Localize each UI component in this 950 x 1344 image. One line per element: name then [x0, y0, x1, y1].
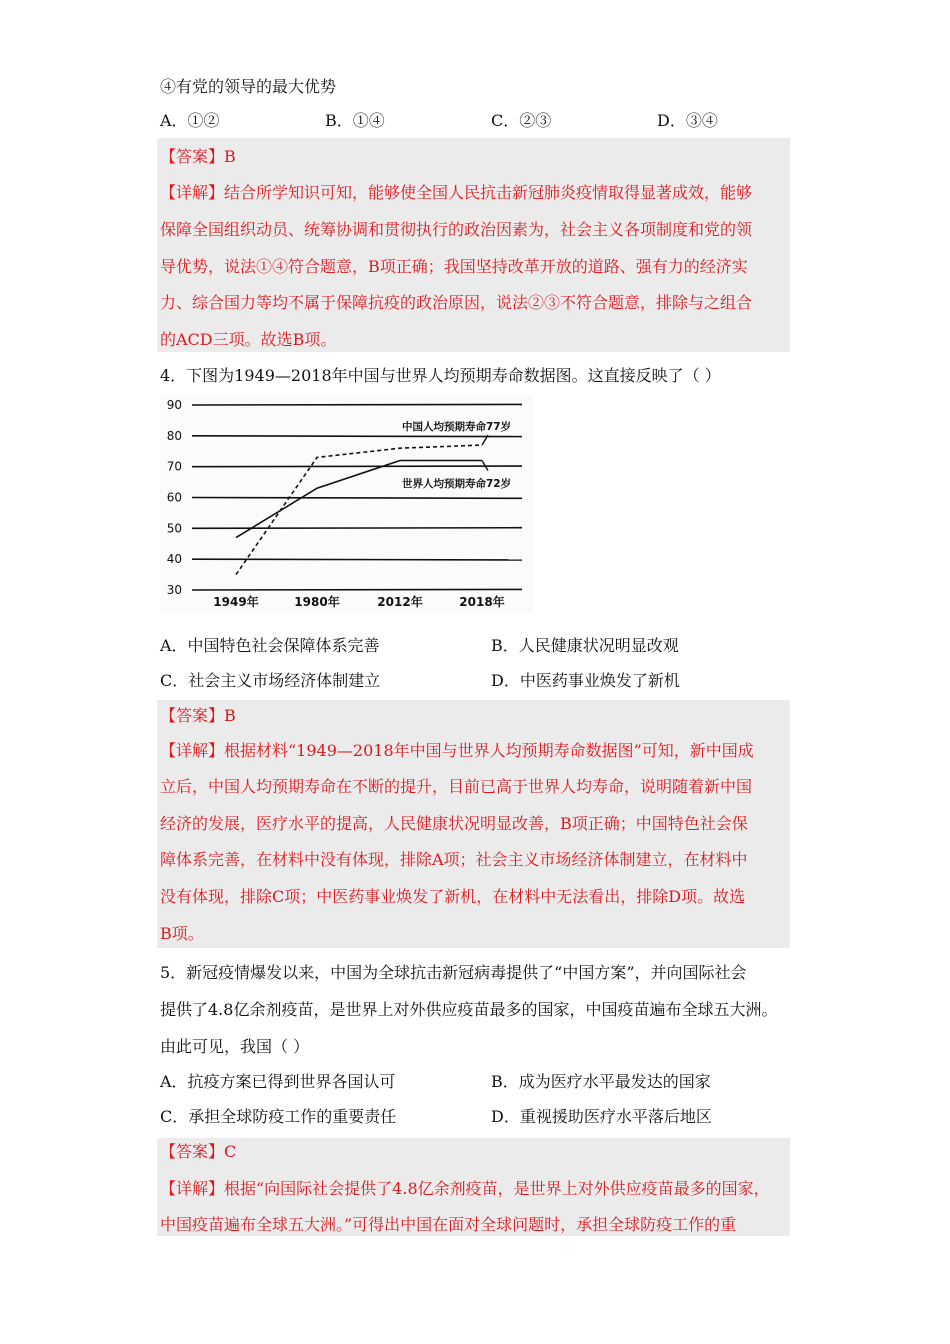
life-expectancy-chart	[160, 394, 534, 614]
gridline	[192, 528, 522, 529]
q4-detail-line: 障体系完善，在材料中没有体现，排除A项；社会主义市场经济体制建立，在材料中	[160, 850, 748, 869]
q4-option-c[interactable]: C．社会主义市场经济体制建立	[160, 671, 381, 690]
q4-detail-line: B项。	[160, 924, 204, 943]
q3-detail-line: 保障全国组织动员、统筹协调和贯彻执行的政治因素为，社会主义各项制度和党的领	[160, 220, 753, 239]
q5-option-a[interactable]: A．抗疫方案已得到世界各国认可	[160, 1072, 396, 1091]
gridline	[192, 559, 522, 560]
q3-detail-line: 【详解】结合所学知识可知，能够使全国人民抗击新冠肺炎疫情取得显著成效，能够	[160, 183, 753, 202]
x-tick-label: 2018年	[459, 595, 505, 609]
q5-answer: 【答案】C	[160, 1142, 237, 1161]
q4-stem: 4．下图为1949—2018年中国与世界人均预期寿命数据图。这直接反映了（ ）	[160, 366, 721, 385]
q4-option-b[interactable]: B．人民健康状况明显改观	[491, 636, 679, 655]
q3-detail-line: 力、综合国力等均不属于保障抗疫的政治原因，说法②③不符合题意，排除与之组合	[160, 293, 753, 312]
q4-detail-line: 经济的发展，医疗水平的提高，人民健康状况明显改善，B项正确；中国特色社会保	[160, 814, 748, 833]
q4-answer-box	[157, 700, 790, 948]
q5-stem-line: 5．新冠疫情爆发以来，中国为全球抗击新冠病毒提供了“中国方案”，并向国际社会	[160, 963, 747, 982]
q5-answer-box	[157, 1138, 790, 1236]
q4-detail-line: 没有体现，排除C项；中医药事业焕发了新机，在材料中无法看出，排除D项。故选	[160, 887, 746, 906]
q3-answer: 【答案】B	[160, 147, 236, 166]
y-tick-label: 80	[166, 428, 182, 443]
q5-stem-line: 提供了4.8亿余剂疫苗，是世界上对外供应疫苗最多的国家，中国疫苗遍布全球五大洲。	[160, 1000, 778, 1019]
y-tick-label: 90	[166, 398, 182, 412]
q3-detail-line: 的ACD三项。故选B项。	[160, 330, 337, 349]
series-label-china: 中国人均预期寿命77岁	[402, 421, 512, 433]
q5-stem-line: 由此可见，我国（ ）	[160, 1037, 310, 1056]
q3-option-d[interactable]: D．③④	[657, 111, 718, 130]
gridline	[192, 466, 522, 467]
q3-detail-line: 导优势，说法①④符合题意，B项正确；我国坚持改革开放的道路、强有力的经济实	[160, 257, 748, 276]
y-tick-label: 40	[166, 552, 182, 567]
gridline	[192, 498, 522, 499]
q5-option-c[interactable]: C．承担全球防疫工作的重要责任	[160, 1107, 397, 1126]
y-tick-label: 70	[166, 459, 182, 474]
q3-item-4: ④有党的领导的最大优势	[160, 77, 337, 96]
series-line-world	[236, 461, 482, 538]
q4-option-a[interactable]: A．中国特色社会保障体系完善	[160, 636, 380, 655]
x-tick-label: 2012年	[377, 595, 423, 609]
gridline	[192, 404, 522, 405]
q4-answer: 【答案】B	[160, 706, 236, 725]
q3-answer-box	[157, 138, 790, 352]
q5-detail-line: 中国疫苗遍布全球五大洲。”可得出中国在面对全球问题时，承担全球防疫工作的重	[160, 1215, 737, 1234]
q3-option-c[interactable]: C．②③	[491, 111, 552, 130]
q4-detail-line: 【详解】根据材料“1949—2018年中国与世界人均预期寿命数据图”可知，新中国成	[160, 741, 754, 760]
x-tick-label: 1980年	[294, 595, 340, 609]
series-line-china	[236, 445, 482, 574]
chart-svg	[160, 394, 534, 614]
x-tick-label: 1949年	[213, 595, 259, 609]
series-label-world: 世界人均预期寿命72岁	[402, 478, 512, 490]
q4-detail-line: 立后，中国人均预期寿命在不断的提升，目前已高于世界人均寿命，说明随着新中国	[160, 777, 753, 796]
y-tick-label: 50	[166, 521, 182, 536]
gridline	[192, 589, 522, 590]
q3-option-b[interactable]: B．①④	[325, 111, 385, 130]
gridline	[192, 436, 522, 437]
q3-option-a[interactable]: A．①②	[160, 111, 220, 130]
y-tick-label: 60	[166, 490, 182, 505]
q5-detail-line: 【详解】根据“向国际社会提供了4.8亿余剂疫苗，是世界上对外供应疫苗最多的国家，	[160, 1179, 770, 1198]
y-tick-label: 30	[166, 583, 182, 597]
q4-option-d[interactable]: D．中医药事业焕发了新机	[491, 671, 680, 690]
q5-option-d[interactable]: D．重视援助医疗水平落后地区	[491, 1107, 712, 1126]
q5-option-b[interactable]: B．成为医疗水平最发达的国家	[491, 1072, 711, 1091]
